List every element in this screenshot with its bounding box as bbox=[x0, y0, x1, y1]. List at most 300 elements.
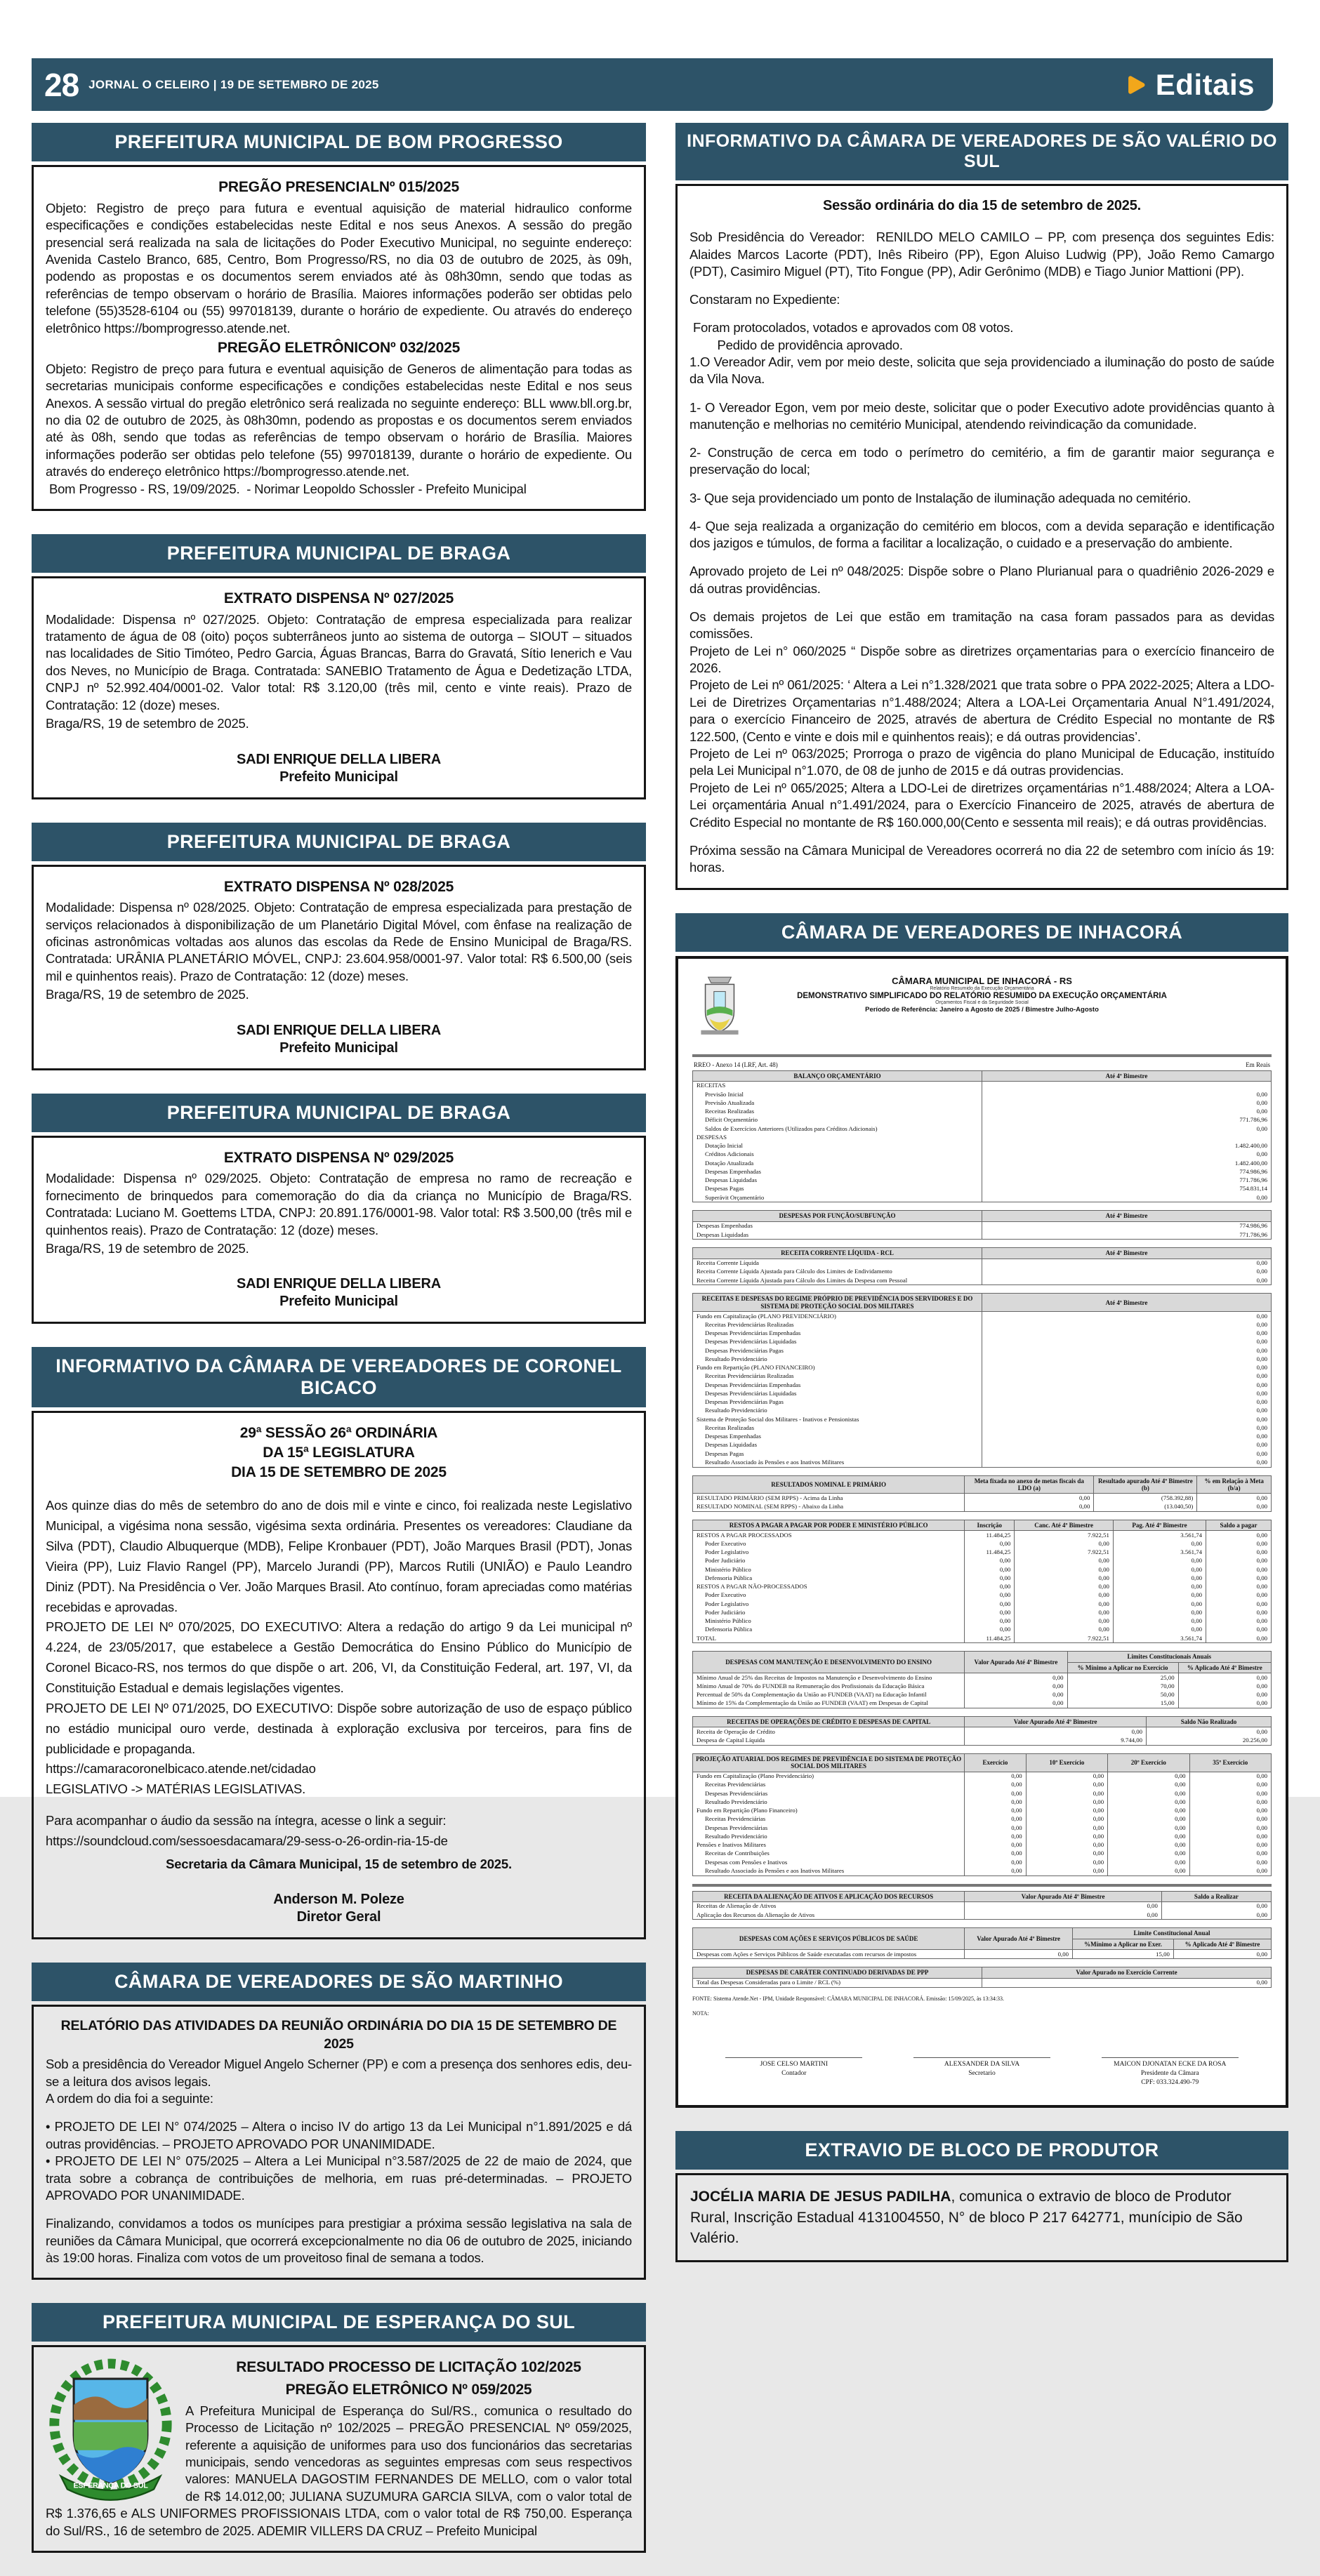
row-label: Percentual de 50% da Complementação da União ao FUNDEB (VAAT) na Educação Infantil bbox=[693, 1691, 965, 1699]
signer-role: Presidente da Câmara bbox=[1140, 2069, 1199, 2077]
notice-body bbox=[32, 2005, 646, 2280]
notice-subtitle: PREGÃO PRESENCIALNº 015/2025 bbox=[218, 179, 459, 195]
signer-role: Secretario bbox=[968, 2069, 996, 2077]
row-label: Despesas Previdenciárias bbox=[693, 1824, 965, 1832]
row-label: Fundo em Repartição (PLANO FINANCEIRO) bbox=[693, 1364, 982, 1372]
row-label: Ministério Público bbox=[693, 1617, 965, 1626]
row-label: RESULTADO PRIMÁRIO (SEM RPPS) - Acima da Linha bbox=[693, 1494, 965, 1503]
row-value: 0,00 bbox=[1015, 1626, 1114, 1634]
row-value: 0,00 bbox=[1206, 1634, 1272, 1643]
row-value: 0,00 bbox=[1108, 1824, 1189, 1832]
row-value: 0,00 bbox=[965, 1789, 1026, 1798]
row-value: 0,00 bbox=[1189, 1789, 1271, 1798]
paragraph: • PROJETO DE LEI N° 074/2025 – Altera o inciso IV do artigo 13 da Lei Municipal n°1.891/2025 e dá outras providências. – PROJETO APROVADO POR UNANIMIDADE. bbox=[46, 2119, 635, 2151]
table-row bbox=[693, 1494, 1272, 1503]
table-header-cell: 35º Exercício bbox=[1189, 1753, 1271, 1772]
table-row bbox=[693, 1673, 1272, 1682]
row-value: 0,00 bbox=[965, 1832, 1026, 1840]
row-value: 0,00 bbox=[965, 1600, 1015, 1608]
notice-title-bar: CÂMARA DE VEREADORES DE INHACORÁ bbox=[675, 913, 1288, 952]
table-row bbox=[693, 1557, 1272, 1565]
row-value: 0,00 bbox=[1178, 1691, 1271, 1699]
row-label: RECEITAS bbox=[693, 1081, 982, 1090]
paragraph bbox=[689, 280, 1274, 291]
table-header-cell: Saldo a pagar bbox=[1206, 1520, 1272, 1530]
row-value: 15,00 bbox=[1067, 1699, 1178, 1708]
row-value: 0,00 bbox=[1189, 1798, 1271, 1806]
row-value: 0,00 bbox=[982, 1329, 1272, 1338]
notice-inhacora bbox=[675, 913, 1288, 2109]
table-header-cell: BALANÇO ORÇAMENTÁRIO bbox=[693, 1070, 982, 1081]
row-value: 0,00 bbox=[965, 1673, 1067, 1682]
signature-line: Bom Progresso - RS, 19/09/2025. - Norimar Leopoldo Schossler - Prefeito Municipal bbox=[46, 481, 527, 496]
session-heading-line: DA 15ª LEGISLATURA bbox=[263, 1445, 415, 1461]
row-label: Fundo em Capitalização (Plano Previdenciário) bbox=[693, 1772, 965, 1781]
row-value: 0,00 bbox=[1189, 1866, 1271, 1875]
table-header-cell: Até 4º Bimestre bbox=[982, 1070, 1272, 1081]
paragraph bbox=[689, 831, 1274, 842]
row-value: 0,00 bbox=[965, 1682, 1067, 1690]
table-header-cell: %Mínimo a Aplicar no Exer. bbox=[1073, 1939, 1174, 1949]
row-value: 3.561,74 bbox=[1113, 1531, 1206, 1540]
row-label: Mínimo de 15% da Complementação da União ao FUNDEB (VAAT) em Despesas de Capital bbox=[693, 1699, 965, 1708]
financial-table bbox=[692, 1247, 1272, 1285]
left-column bbox=[32, 123, 646, 2576]
table-row bbox=[693, 1364, 1272, 1372]
row-value: 0,00 bbox=[965, 1824, 1026, 1832]
row-label: Poder Judiciário bbox=[693, 1557, 965, 1565]
row-value: 0,00 bbox=[1206, 1574, 1272, 1582]
table-row bbox=[693, 1539, 1272, 1548]
row-value: 0,00 bbox=[982, 1381, 1272, 1389]
table-header-cell: Até 4º Bimestre bbox=[982, 1211, 1272, 1221]
table-row bbox=[693, 1617, 1272, 1626]
row-label: Aplicação dos Recursos da Alienação de Ativos bbox=[693, 1911, 965, 1920]
row-value: 0,00 bbox=[1206, 1608, 1272, 1616]
row-value: 0,00 bbox=[1108, 1858, 1189, 1866]
row-value: 0,00 bbox=[965, 1557, 1015, 1565]
row-label: Ministério Público bbox=[693, 1565, 965, 1574]
paragraph: 1- O Vereador Egon, vem por meio deste, solicitar que o poder Executivo adote providências quanto à manutenção e melhorias no cemitério Municipal, atendendo reivindicação da comunidade. bbox=[689, 399, 1278, 432]
row-value: 0,00 bbox=[965, 1772, 1026, 1781]
row-label: Despesas Previdenciárias Empenhadas bbox=[693, 1381, 982, 1389]
row-value: 0,00 bbox=[1189, 1772, 1271, 1781]
signature-line bbox=[725, 2057, 862, 2058]
table-row bbox=[693, 1338, 1272, 1346]
row-value: 0,00 bbox=[965, 1858, 1026, 1866]
row-value: 25,00 bbox=[1067, 1673, 1178, 1682]
paragraph bbox=[46, 2108, 632, 2119]
table-header-cell: RECEITA DA ALIENAÇÃO DE ATIVOS E APLICAÇÃO DOS RECURSOS bbox=[693, 1891, 965, 1901]
paragraph: Os demais projetos de Lei que estão em tramitação na casa foram passados para as devidas comissões. bbox=[689, 609, 1278, 642]
notice-title-bar: PREFEITURA MUNICIPAL DE BRAGA bbox=[32, 534, 646, 573]
table-header-cell: Limite Constitucional Anual bbox=[1073, 1928, 1272, 1939]
row-value: 0,00 bbox=[1015, 1557, 1114, 1565]
table-row bbox=[693, 1807, 1272, 1815]
row-value: 0,00 bbox=[982, 1108, 1272, 1116]
row-value: 0,00 bbox=[1189, 1841, 1271, 1850]
paragraph bbox=[689, 308, 1274, 319]
row-label: Resultado Associado às Pensões e aos Inativos Militares bbox=[693, 1866, 965, 1875]
paragraph: Projeto de Lei nº 063/2025; Prorroga o prazo de vigência do plano Municipal de Educação, instituído pela Lei Municipal n°1.070, de 08 de junho de 2015 e dá outras providencias. bbox=[689, 746, 1278, 778]
row-value: 7.922,51 bbox=[1015, 1531, 1114, 1540]
table-header-cell: 20º Exercício bbox=[1108, 1753, 1189, 1772]
table-row bbox=[693, 1841, 1272, 1850]
signature-block bbox=[46, 1275, 632, 1310]
row-value: 0,00 bbox=[965, 1502, 1094, 1511]
row-label: Despesas Liquidadas bbox=[693, 1441, 982, 1449]
row-label: Poder Legislativo bbox=[693, 1600, 965, 1608]
row-value: 0,00 bbox=[1026, 1832, 1107, 1840]
notice-esperanca-do-sul bbox=[32, 2303, 646, 2553]
row-label: Previsão Atualizada bbox=[693, 1098, 982, 1107]
paragraph bbox=[689, 388, 1274, 399]
row-label: TOTAL bbox=[693, 1634, 965, 1643]
row-label: Despesas Previdenciárias Liquidadas bbox=[693, 1389, 982, 1397]
paragraph: Pedido de providência aprovado. bbox=[689, 337, 903, 352]
table-row bbox=[693, 1850, 1272, 1858]
row-value: 0,00 bbox=[1108, 1772, 1189, 1781]
paragraph: A Prefeitura Municipal de Esperança do Sul/RS., comunica o resultado do Processo de Licitação nº 102/2025 – PREGÃO PRESENCIAL Nº 059/2025, referente a aquisição de uniformes para uso dos funcionários das secretarias municipais, sendo vencedoras as seguintes empresas com seus respectivos valores: MANUELA DAGOSTIM FERNANDES DE MELLO, com o valor total de R$ 14.012,00; JULIANA SUZUMURA GARCIA SILVA, com o valor total de R$ 1.376,65 e ALS UNIFORMES PROFISSIONAIS LTDA, com o valor total de R$ 750,00. Esperança do Sul/RS., 16 de setembro de 2025. ADEMIR VILLERS DA CRUZ – Prefeito Municipal bbox=[46, 2403, 635, 2538]
row-value: 0,00 bbox=[965, 1727, 1147, 1737]
financial-table bbox=[692, 1520, 1272, 1644]
row-value: 9.744,00 bbox=[965, 1737, 1147, 1746]
row-value: 0,00 bbox=[965, 1866, 1026, 1875]
report-unit: Em Reais bbox=[1246, 1061, 1270, 1068]
row-value: 0,00 bbox=[1206, 1617, 1272, 1626]
paragraph: Projeto de Lei nº 061/2025: ‘ Altera a Lei n°1.328/2021 que trata sobre o PPA 2022-2025; Altera a LDO-Lei de Diretrizes Orçamentarias n°1.488/2024; Altera a LOA-Lei Orçamentaria Anual N°1.491/2024, para o exercício Financeiro de 2025, através de abertura de Crédito Especial no montante de R$ 122.500, (Cento e vinte e dois mil e quinhentos reais); e dá outras providencias’. bbox=[689, 677, 1278, 744]
table-row bbox=[693, 1320, 1272, 1329]
date-line: Braga/RS, 19 de setembro de 2025. bbox=[46, 987, 249, 1002]
signer-name: SADI ENRIQUE DELLA LIBERA bbox=[237, 1022, 441, 1038]
paragraph: Projeto de Lei n° 060/2025 “ Dispõe sobre as diretrizes orçamentarias para o exercício financeiro de 2026. bbox=[689, 643, 1278, 675]
table-row bbox=[693, 1268, 1272, 1276]
paragraph: 1.O Vereador Adir, vem por meio deste, solicita que seja providenciado a iluminação do posto de saúde da Vila Nova. bbox=[689, 354, 1278, 387]
row-value: 0,00 bbox=[1108, 1807, 1189, 1815]
paragraph: 4- Que seja realizada a organização do cemitério em blocos, com a devida separação e identificação dos jazigos e túmulos, de forma a facilitar a localização, o cuidado e a preservação do ambiente. bbox=[689, 518, 1278, 551]
section-banner bbox=[1123, 68, 1255, 102]
row-value: 3.561,74 bbox=[1113, 1634, 1206, 1643]
table-header-cell: Saldo Não Realizado bbox=[1147, 1717, 1272, 1727]
row-value: 0,00 bbox=[982, 1346, 1272, 1355]
masthead bbox=[32, 58, 1273, 111]
row-value: 0,00 bbox=[1206, 1531, 1272, 1540]
table-row bbox=[693, 1124, 1272, 1133]
signature-block bbox=[1090, 2057, 1251, 2087]
signer-role: Prefeito Municipal bbox=[279, 769, 398, 785]
row-value: 0,00 bbox=[1178, 1699, 1271, 1708]
table-row bbox=[693, 1407, 1272, 1415]
row-value: 0,00 bbox=[982, 1320, 1272, 1329]
signer-name: JOSE CELSO MARTINI bbox=[760, 2060, 829, 2068]
table-row bbox=[693, 1458, 1272, 1467]
table-row bbox=[693, 1737, 1272, 1746]
row-value: 0,00 bbox=[965, 1950, 1073, 1959]
inhacora-coat-of-arms bbox=[698, 973, 741, 1037]
table-row bbox=[693, 1276, 1272, 1285]
report-title: DEMONSTRATIVO SIMPLIFICADO DO RELATÓRIO RESUMIDO DA EXECUÇÃO ORÇAMENTÁRIA bbox=[797, 991, 1167, 1000]
table-row bbox=[693, 1312, 1272, 1321]
row-value: 0,00 bbox=[1108, 1798, 1189, 1806]
notice-braga-027 bbox=[32, 534, 646, 799]
table-row bbox=[693, 1355, 1272, 1363]
row-value: 0,00 bbox=[965, 1841, 1026, 1850]
table-row bbox=[693, 1574, 1272, 1582]
paragraph-list bbox=[46, 2056, 635, 2266]
row-value: 0,00 bbox=[982, 1268, 1272, 1276]
notice-title-bar: PREFEITURA MUNICIPAL DE ESPERANÇA DO SUL bbox=[32, 2303, 646, 2342]
row-value: 0,00 bbox=[1113, 1539, 1206, 1548]
table-header-cell: Valor Apurado Até 4º Bimestre bbox=[965, 1928, 1073, 1950]
row-value: 0,00 bbox=[965, 1815, 1026, 1824]
financial-table bbox=[692, 1753, 1272, 1876]
row-label: Despesas com Pensões e Inativos bbox=[693, 1858, 965, 1866]
row-label: Mínimo Anual de 70% do FUNDEB na Remuneração dos Profissionais da Educação Básica bbox=[693, 1682, 965, 1690]
row-value: 0,00 bbox=[982, 1364, 1272, 1372]
notice-subtitle: EXTRATO DISPENSA Nº 028/2025 bbox=[223, 878, 454, 895]
row-value: 0,00 bbox=[1197, 1494, 1272, 1503]
row-value: 0,00 bbox=[982, 1407, 1272, 1415]
row-label: Receitas de Alienação de Ativos bbox=[693, 1901, 965, 1911]
paragraph: Sob Presidência do Vereador: RENILDO MELO CAMILO – PP, com presença dos seguintes Edis: Alaides Marcos Lacorte (PDT), Inês Ribeiro (PP), Egon Aluiso Ludwig (PP), João Remo Camargo (PDT), Casimiro Miguel (PT), Tito Fongue (PP), Adir Gerônimo (MDB) e Tiago Junior Mattioni (PP). bbox=[689, 230, 1278, 279]
row-value: 0,00 bbox=[965, 1608, 1015, 1616]
row-value: 70,00 bbox=[1067, 1682, 1178, 1690]
row-value: 0,00 bbox=[1113, 1557, 1206, 1565]
table-header-cell: DESPESAS DE CARÁTER CONTINUADO DERIVADAS DE PPP bbox=[693, 1967, 982, 1978]
table-row bbox=[693, 1372, 1272, 1381]
row-value: 0,00 bbox=[982, 1415, 1272, 1423]
table-row bbox=[693, 1116, 1272, 1124]
row-value: 0,00 bbox=[965, 1574, 1015, 1582]
table-row bbox=[693, 1600, 1272, 1608]
notice-subtitle: Sessão ordinária do dia 15 de setembro de 2025. bbox=[822, 198, 1141, 213]
table-row bbox=[693, 1798, 1272, 1806]
row-label: Receita Corrente Líquida Ajustada para Cálculo dos Limites da Despesa com Pessoal bbox=[693, 1276, 982, 1285]
table-row bbox=[693, 1167, 1272, 1176]
row-value: 0,00 bbox=[965, 1494, 1094, 1503]
paragraph bbox=[689, 479, 1274, 490]
row-label: Fundo em Capitalização (PLANO PREVIDENCIÁRIO) bbox=[693, 1312, 982, 1321]
row-value: 0,00 bbox=[965, 1781, 1026, 1789]
row-value: 0,00 bbox=[1206, 1626, 1272, 1634]
table-row bbox=[693, 1626, 1272, 1634]
row-value: 0,00 bbox=[982, 1355, 1272, 1363]
table-row bbox=[693, 1081, 1272, 1090]
table-header-cell: Valor Apurado Até 4º Bimestre bbox=[965, 1652, 1067, 1673]
row-value: 0,00 bbox=[982, 1389, 1272, 1397]
paragraph: Para acompanhar o áudio da sessão na íntegra, acesse o link a seguir: bbox=[46, 1812, 447, 1828]
table-header-cell: RESTOS A PAGAR A PAGAR POR PODER E MINISTÉRIO PÚBLICO bbox=[693, 1520, 965, 1530]
row-value: 0,00 bbox=[1108, 1781, 1189, 1789]
signer-name: Anderson M. Poleze bbox=[273, 1892, 404, 1908]
row-label: Resultado Associado às Pensões e aos Inativos Militares bbox=[693, 1458, 982, 1467]
row-label: RESTOS A PAGAR PROCESSADOS bbox=[693, 1531, 965, 1540]
financial-table bbox=[692, 1891, 1272, 1920]
paragraph bbox=[46, 1800, 632, 1811]
row-value: 1.482.400,00 bbox=[982, 1159, 1272, 1167]
row-value: 771.786,96 bbox=[982, 1176, 1272, 1185]
row-label: Receita de Operação de Crédito bbox=[693, 1727, 965, 1737]
row-value: 0,00 bbox=[965, 1807, 1026, 1815]
row-value: 0,00 bbox=[1161, 1901, 1271, 1911]
paragraph: Objeto: Registro de preço para futura e eventual aquisição de Generos de alimentação para todas as secretarias municipais conforme especificações e condições estabelecidas neste Edital e nos seus Anexos. A sessão virtual do pregão eletrônico será realizada no seguinte endereço: BLL www.bll.org.br, no dia 02 de outubro de 2025, às 08h30mn, podendo as propostas e os documentos serem enviados até às 08h, sendo que todas as referências de tempo observam o horário de Brasília. Maiores informações poderão ser obtidas pelo telefone (55) 997018139, durante o horário de expediente. Ou através do endereço eletrônico https://bomprogresso.atende.net. bbox=[46, 361, 635, 479]
row-value: 0,00 bbox=[1015, 1565, 1114, 1574]
notice-braga-028 bbox=[32, 823, 646, 1070]
table-row bbox=[693, 1150, 1272, 1159]
row-value: 0,00 bbox=[965, 1617, 1015, 1626]
esperanca-coat-of-arms bbox=[46, 2358, 176, 2502]
row-label: Déficit Orçamentário bbox=[693, 1116, 982, 1124]
table-header-cell: % Aplicado Até 4º Bimestre bbox=[1178, 1662, 1271, 1673]
paragraph-list bbox=[46, 1485, 635, 1852]
row-value: 0,00 bbox=[1113, 1574, 1206, 1582]
row-value: 0,00 bbox=[982, 1259, 1272, 1268]
row-value: 0,00 bbox=[1197, 1502, 1272, 1511]
row-value: 771.786,96 bbox=[982, 1116, 1272, 1124]
paragraph: Objeto: Registro de preço para futura e eventual aquisição de material hidraulico conforme especificações e condições estabelecidas neste Edital e nos seus Anexos. A sessão do pregão presencial será realizada na sala de licitações do Poder Executivo Municipal, no seguinte endereço: Avenida Castelo Branco, 685, Centro, Bom Progresso/RS, no dia 03 de outubro de 2025, às 09h, podendo as propostas e os documentos serem enviados até às 08h30mn, sendo que todas as referências de tempo observam o horário de Brasília. Maiores informações poderão ser obtidas pelo telefone (55)3528-6104 ou (55) 997018139, durante o horário de expediente. Ou através do endereço eletrônico https://bomprogresso.atende.net. bbox=[46, 200, 635, 336]
table-row bbox=[693, 1815, 1272, 1824]
row-label: Despesas Previdenciárias Pagas bbox=[693, 1346, 982, 1355]
row-label: Previsão Inicial bbox=[693, 1090, 982, 1098]
paragraph: Foram protocolados, votados e aprovados com 08 votos. bbox=[689, 320, 1014, 336]
table-row bbox=[693, 1950, 1272, 1959]
table-row bbox=[693, 1346, 1272, 1355]
row-value: 0,00 bbox=[965, 1798, 1026, 1806]
row-value: 0,00 bbox=[1026, 1798, 1107, 1806]
row-value: 0,00 bbox=[1015, 1600, 1114, 1608]
row-label: Resultado Previdenciário bbox=[693, 1355, 982, 1363]
row-value: 0,00 bbox=[1108, 1841, 1189, 1850]
paragraph: https://camaracoronelbicaco.atende.net/cidadao bbox=[46, 1761, 316, 1777]
report-source: FONTE: Sistema Atende.Net - IPM, Unidade Responsável: CÂMARA MUNICIPAL DE INHACORÁ. Emissão: 15/09/2025, às 13:34:33. bbox=[692, 1995, 1005, 2002]
table-header-cell: DESPESAS COM AÇÕES E SERVIÇOS PÚBLICOS DE SAÚDE bbox=[693, 1928, 965, 1950]
report-note: NOTA: bbox=[692, 2010, 709, 2017]
row-label: Receitas Realizadas bbox=[693, 1423, 982, 1432]
table-header-cell: RECEITA CORRENTE LÍQUIDA - RCL bbox=[693, 1248, 982, 1259]
row-value: 0,00 bbox=[1173, 1950, 1271, 1959]
table-header-cell: Até 4º Bimestre bbox=[982, 1294, 1272, 1312]
notice-extravio bbox=[675, 2131, 1288, 2262]
row-label: Resultado Previdenciário bbox=[693, 1832, 965, 1840]
paragraph bbox=[46, 2204, 632, 2215]
row-label: Créditos Adicionais bbox=[693, 1150, 982, 1159]
table-row bbox=[693, 1381, 1272, 1389]
row-value: 0,00 bbox=[1206, 1583, 1272, 1591]
row-value: 0,00 bbox=[1206, 1548, 1272, 1557]
notice-body bbox=[675, 2173, 1288, 2262]
notice-sao-martinho bbox=[32, 1963, 646, 2280]
row-label: Receitas Previdenciárias bbox=[693, 1781, 965, 1789]
row-value: 0,00 bbox=[965, 1850, 1026, 1858]
row-label: Despesas Previdenciárias Pagas bbox=[693, 1398, 982, 1407]
table-row bbox=[693, 1911, 1272, 1920]
paragraph: PROJETO DE LEI Nº 071/2025, DO EXECUTIVO: Dispõe sobre autorização de uso de espaço público no estádio municipal ouro verde, destinada à exploração exclusiva por terceiros, para fins de publicidade e propaganda. bbox=[46, 1700, 635, 1756]
table-header-cell: Pag. Até 4º Bimestre bbox=[1113, 1520, 1206, 1530]
financial-report bbox=[675, 956, 1288, 2109]
signature-block bbox=[902, 2057, 1063, 2087]
row-label: Despesas Previdenciárias bbox=[693, 1789, 965, 1798]
table-row bbox=[693, 1185, 1272, 1193]
table-row bbox=[693, 1502, 1272, 1511]
table-row bbox=[693, 1772, 1272, 1781]
row-value: 0,00 bbox=[965, 1539, 1015, 1548]
notice-title-bar: PREFEITURA MUNICIPAL DE BRAGA bbox=[32, 823, 646, 861]
row-label: Despesa de Capital Líquida bbox=[693, 1737, 965, 1746]
row-value: 11.484,25 bbox=[965, 1634, 1015, 1643]
table-header-cell: Limites Constitucionais Anuais bbox=[1067, 1652, 1271, 1662]
row-label: Receitas Previdenciárias Realizadas bbox=[693, 1372, 982, 1381]
table-header-cell: RECEITAS DE OPERAÇÕES DE CRÉDITO E DESPESAS DE CAPITAL bbox=[693, 1717, 965, 1727]
table-row bbox=[693, 1781, 1272, 1789]
row-value: 0,00 bbox=[1113, 1600, 1206, 1608]
financial-table bbox=[692, 1210, 1272, 1240]
notice-title-bar: PREFEITURA MUNICIPAL DE BOM PROGRESSO bbox=[32, 123, 646, 161]
table-row bbox=[693, 1193, 1272, 1202]
row-value: 0,00 bbox=[1108, 1832, 1189, 1840]
row-value: 0,00 bbox=[1206, 1557, 1272, 1565]
table-row bbox=[693, 1832, 1272, 1840]
row-value: 3.561,74 bbox=[1113, 1548, 1206, 1557]
paragraph: A ordem do dia foi a seguinte: bbox=[46, 2091, 213, 2106]
table-row bbox=[693, 1858, 1272, 1866]
table-row bbox=[693, 1824, 1272, 1832]
row-value: 0,00 bbox=[1026, 1789, 1107, 1798]
paragraph: Aprovado projeto de Lei nº 048/2025: Dispõe sobre o Plano Plurianual para o quadriênio 2026-2029 e dá outras providências. bbox=[689, 564, 1278, 596]
signer-role: Diretor Geral bbox=[296, 1909, 381, 1925]
row-label: Despesas Liquidadas bbox=[693, 1230, 982, 1240]
row-value: 0,00 bbox=[982, 1090, 1272, 1098]
date-line: Braga/RS, 19 de setembro de 2025. bbox=[46, 1241, 249, 1256]
table-row bbox=[693, 1727, 1272, 1737]
row-label: Sistema de Proteção Social dos Militares - Inativos e Pensionistas bbox=[693, 1415, 982, 1423]
row-value: 0,00 bbox=[1178, 1673, 1271, 1682]
signer-cpf: CPF: 033.324.490-79 bbox=[1141, 2078, 1199, 2086]
row-label: Despesas Empenhadas bbox=[693, 1433, 982, 1441]
row-value: 0,00 bbox=[1113, 1591, 1206, 1600]
table-row bbox=[693, 1142, 1272, 1150]
signature-block bbox=[46, 751, 632, 786]
signer-name: ALEXSANDER DA SILVA bbox=[944, 2060, 1020, 2068]
row-label: Despesas Empenhadas bbox=[693, 1167, 982, 1176]
table-header-cell: PROJEÇÃO ATUARIAL DOS REGIMES DE PREVIDÊNCIA E DO SISTEMA DE PROTEÇÃO SOCIAL DOS MILITARES bbox=[693, 1753, 965, 1772]
report-header bbox=[692, 970, 1272, 1049]
row-value: 0,00 bbox=[982, 1449, 1272, 1458]
row-value: 0,00 bbox=[965, 1626, 1015, 1634]
row-value: 0,00 bbox=[965, 1901, 1162, 1911]
divider bbox=[692, 1884, 1272, 1887]
row-label: Total das Despesas Consideradas para o Limite / RCL (%) bbox=[693, 1978, 982, 1987]
row-value: 0,00 bbox=[1015, 1574, 1114, 1582]
paragraph: Projeto de Lei nº 065/2025; Altera a LDO-Lei de diretrizes orçamentárias n°1.488/2024; Altera a LOA-Lei orçamentária Anual n°1.491/2024, para o Exercício Financeiro de 2025, através de abertura de Crédito Especial no montante de R$ 160.000,00(Cento e sessenta mil reais); e dá outras providências. bbox=[689, 780, 1278, 830]
paragraph: Sob a presidência do Vereador Miguel Angelo Scherner (PP) e com a presença dos senhores edis, deu-se a leitura dos avisos legais. bbox=[46, 2057, 632, 2089]
table-header-cell: % Aplicado Até 4º Bimestre bbox=[1173, 1939, 1271, 1949]
row-label: Receitas de Contribuições bbox=[693, 1850, 965, 1858]
notice-title-bar: INFORMATIVO DA CÂMARA DE VEREADORES DE CORONEL BICACO bbox=[32, 1347, 646, 1407]
signer-name: SADI ENRIQUE DELLA LIBERA bbox=[237, 1276, 441, 1292]
table-row bbox=[693, 1423, 1272, 1432]
row-label: Despesas Previdenciárias Liquidadas bbox=[693, 1338, 982, 1346]
paragraph: Finalizando, convidamos a todos os munícipes para prestigiar a próxima sessão legislativa na sala de reuniões da Câmara Municipal, que ocorrerá excepcionalmente no dia 06 de outubro de 2025, iniciando às 19:00 horas. Finaliza com votos de um proveitoso final de semana a todos. bbox=[46, 2216, 635, 2265]
table-header-cell: Valor Apurado no Exercício Corrente bbox=[982, 1967, 1272, 1978]
row-value: 0,00 bbox=[1026, 1841, 1107, 1850]
paragraph bbox=[689, 433, 1274, 444]
row-value: 0,00 bbox=[1108, 1789, 1189, 1798]
row-value: 0,00 bbox=[1113, 1617, 1206, 1626]
row-value: 0,00 bbox=[982, 1398, 1272, 1407]
session-heading-line: DIA 15 DE SETEMBRO DE 2025 bbox=[231, 1463, 447, 1480]
table-header-cell: Valor Apurado Até 4º Bimestre bbox=[965, 1717, 1147, 1727]
row-value: 754.831,14 bbox=[982, 1185, 1272, 1193]
